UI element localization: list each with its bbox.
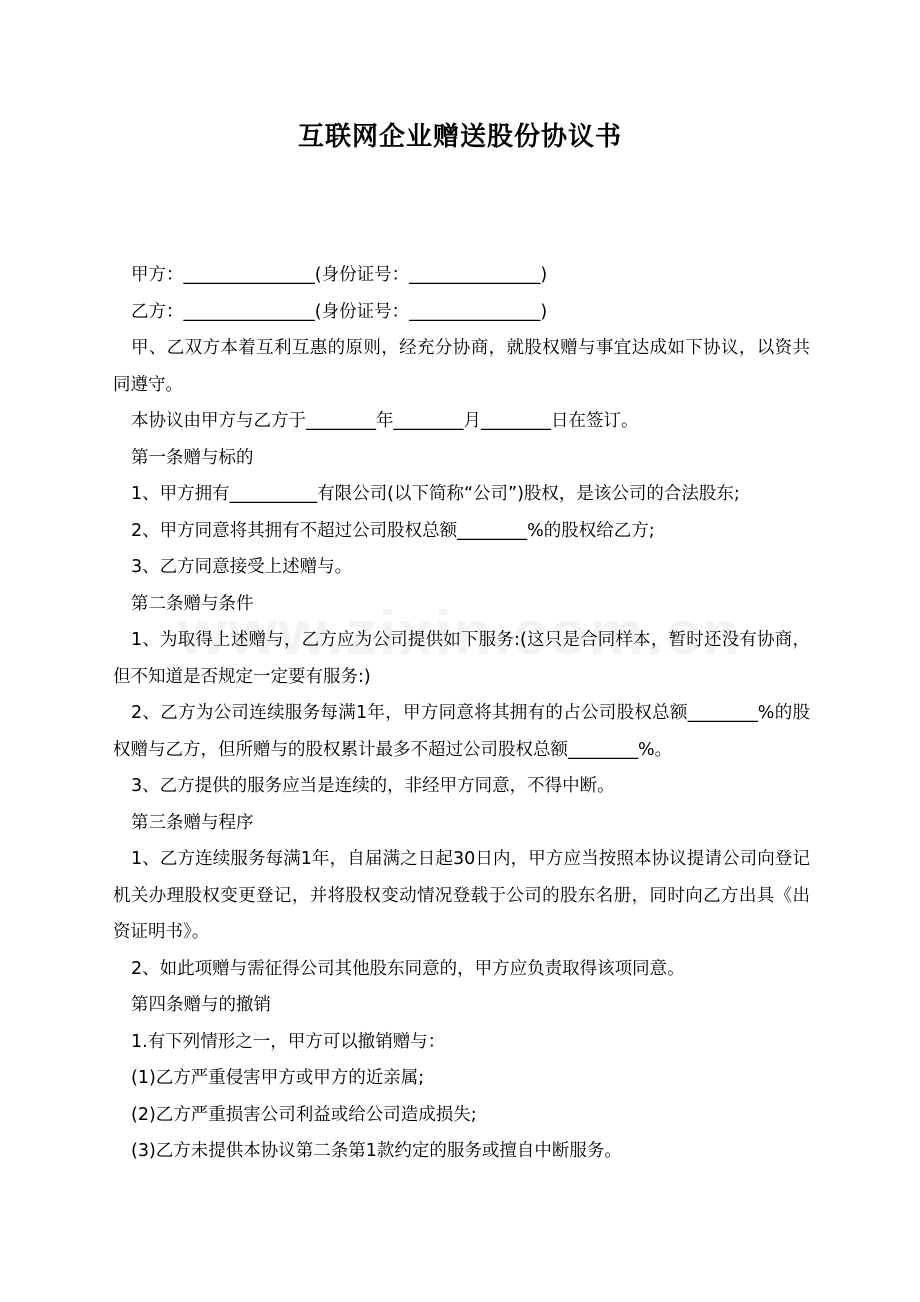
signing-date-paragraph: 本协议由甲方与乙方于________年________月________日在签订。 <box>131 411 639 431</box>
article-1-clause-1: 1、甲方拥有__________有限公司(以下简称“公司”)股权，是该公司的合法股东; <box>131 484 740 504</box>
party-b-line: 乙方：_______________(身份证号：_______________) <box>131 301 548 322</box>
article-4-heading: 第四条赠与的撤销 <box>131 995 271 1015</box>
article-3-heading: 第三条赠与程序 <box>131 812 254 833</box>
article-2-clause-1: 1、为取得上述赠与，乙方应为公司提供如下服务:(这只是合同样本，暂时还没有协商，但不知道是否规定一定要有服务:) <box>113 630 810 687</box>
document-title: 互联网企业赠送股份协议书 <box>297 122 622 152</box>
article-3-clause-2: 2、如此项赠与需征得公司其他股东同意的，甲方应负责取得该项同意。 <box>131 958 685 979</box>
article-3-clause-1: 1、乙方连续服务每满1年，自届满之日起30日内，甲方应当按照本协议提请公司向登记机关办理股权变更登记，并将股权变动情况登载于公司的股东名册，同时向乙方出具《出资证明书》。 <box>113 849 810 942</box>
article-2-clause-3: 3、乙方提供的服务应当是连续的，非经甲方同意，不得中断。 <box>131 776 615 796</box>
article-1-clause-2: 2、甲方同意将其拥有不超过公司股权总额________%的股权给乙方; <box>131 520 655 541</box>
document-body <box>113 257 810 1170</box>
article-4-item-1: (1)乙方严重侵害甲方或甲方的近亲属; <box>131 1068 425 1088</box>
article-2-heading: 第二条赠与条件 <box>131 593 254 614</box>
article-4-item-2: (2)乙方严重损害公司利益或给公司造成损失; <box>131 1104 477 1125</box>
preamble-paragraph: 甲、乙双方本着互利互惠的原则，经充分协商，就股权赠与事宜达成如下协议，以资共同遵守。 <box>113 338 810 395</box>
party-a-line: 甲方：_______________(身份证号：_______________) <box>131 265 548 285</box>
article-1-heading: 第一条赠与标的 <box>131 447 254 468</box>
article-2-clause-2: 2、乙方为公司连续服务每满1年，甲方同意将其拥有的占公司股权总额________%的股权赠与乙方，但所赠与的股权累计最多不超过公司股权总额________%。 <box>113 703 810 760</box>
article-4-clause-1: 1.有下列情形之一，甲方可以撤销赠与： <box>131 1031 446 1052</box>
article-1-clause-3: 3、乙方同意接受上述赠与。 <box>131 557 353 577</box>
article-4-item-3: (3)乙方未提供本协议第二条第1款约定的服务或擅自中断服务。 <box>131 1141 622 1161</box>
